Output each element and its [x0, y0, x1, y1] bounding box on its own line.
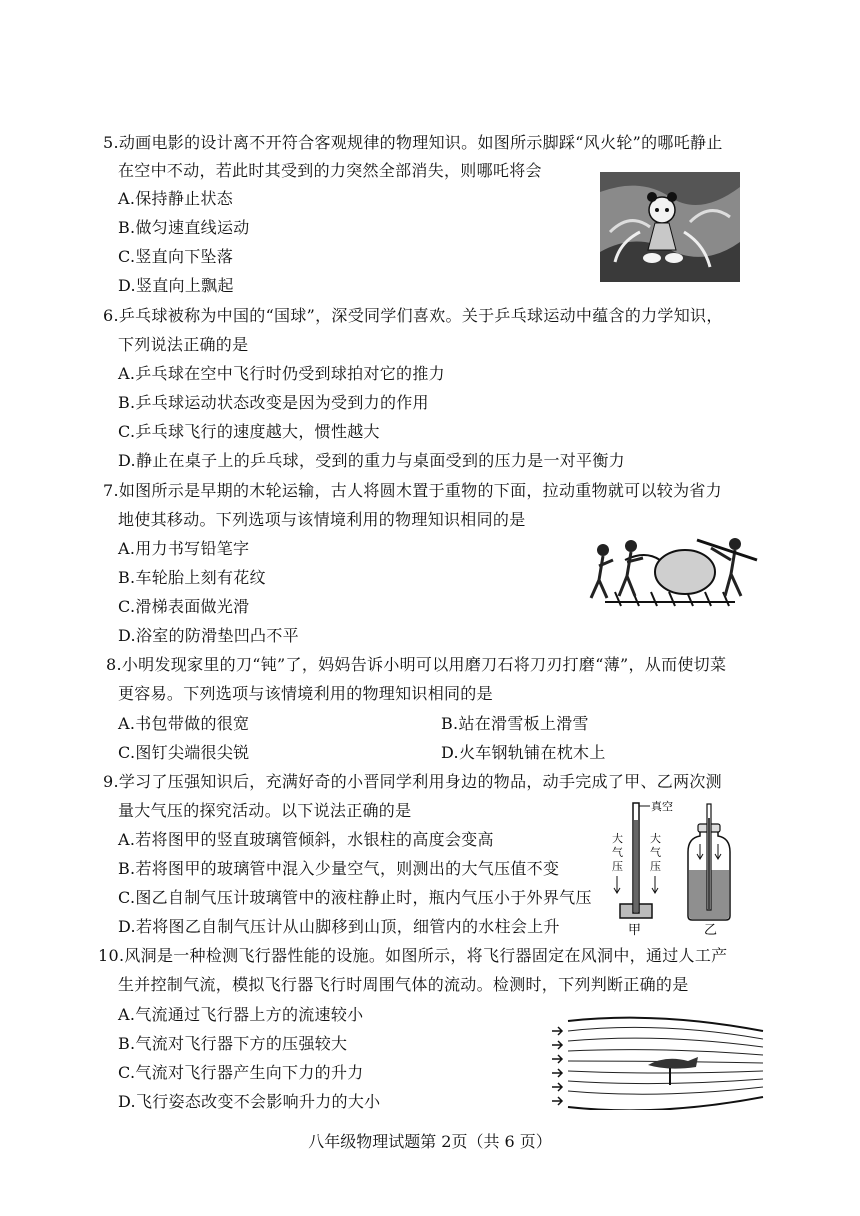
q10-stem-line1: 10.风洞是一种检测飞行器性能的设施。如图所示，将飞行器固定在风洞中，通过人工产	[98, 946, 728, 965]
q9-option-c: C.图乙自制气压计玻璃管中的液柱静止时，瓶内气压小于外界气压	[118, 888, 592, 907]
page-footer: 八年级物理试题第 2页（共 6 页）	[308, 1132, 552, 1151]
atmospheric-pressure-figure	[600, 798, 750, 936]
q7-option-b: B.车轮胎上刻有花纹	[118, 568, 266, 587]
wind-tunnel-figure	[548, 1015, 766, 1110]
pressure-char-left-2: 气	[612, 846, 623, 859]
label-jia: 甲	[628, 923, 642, 936]
q5-option-d: D.竖直向上飘起	[118, 276, 234, 295]
q6-option-d: D.静止在桌子上的乒乓球，受到的重力与桌面受到的压力是一对平衡力	[118, 451, 625, 470]
nezha-figure	[600, 172, 740, 282]
q10-option-d: D.飞行姿态改变不会影响升力的大小	[118, 1092, 381, 1111]
q5-stem-line1: 5.动画电影的设计离不开符合客观规律的物理知识。如图所示脚踩“风火轮”的哪吒静止	[103, 133, 723, 152]
q8-option-b: B.站在滑雪板上滑雪	[441, 714, 589, 733]
q7-option-a: A.用力书写铅笔字	[118, 539, 250, 558]
pressure-char-left-3: 压	[612, 860, 623, 873]
q7-option-d: D.浴室的防滑垫凹凸不平	[118, 626, 299, 645]
q6-stem-line1: 6.乒乓球被称为中国的“国球”，深受同学们喜欢。关于乒乓球运动中蕴含的力学知识，	[103, 306, 723, 325]
q8-stem-line2: 更容易。下列选项与该情境利用的物理知识相同的是	[118, 684, 493, 703]
q6-option-b: B.乒乓球运动状态改变是因为受到力的作用	[118, 393, 429, 412]
q7-stem-line2: 地使其移动。下列选项与该情境利用的物理知识相同的是	[118, 510, 526, 529]
q5-stem-line2: 在空中不动，若此时其受到的力突然全部消失，则哪吒将会	[118, 161, 542, 180]
q8-option-a: A.书包带做的很宽	[118, 714, 250, 733]
vacuum-label: 真空	[651, 800, 673, 813]
q9-stem-line2: 量大气压的探究活动。以下说法正确的是	[118, 801, 412, 820]
q7-option-c: C.滑梯表面做光滑	[118, 597, 250, 616]
q9-option-b: B.若将图甲的玻璃管中混入少量空气，则测出的大气压值不变	[118, 859, 560, 878]
q10-option-b: B.气流对飞行器下方的压强较大	[118, 1034, 348, 1053]
q9-option-d: D.若将图乙自制气压计从山脚移到山顶，细管内的水柱会上升	[118, 917, 560, 936]
q8-option-c: C.图钉尖端很尖锐	[118, 743, 250, 762]
wooden-roller-transport-figure	[585, 530, 765, 610]
pressure-char-right-3: 压	[650, 860, 661, 873]
q8-option-d: D.火车钢轨铺在枕木上	[441, 743, 606, 762]
q6-option-c: C.乒乓球飞行的速度越大，惯性越大	[118, 422, 380, 441]
q9-stem-line1: 9.学习了压强知识后，充满好奇的小晋同学利用身边的物品，动手完成了甲、乙两次测	[103, 772, 722, 791]
q8-stem-line1: 8.小明发现家里的刀“钝”了，妈妈告诉小明可以用磨刀石将刀刃打磨“薄”，从而使切菜	[106, 655, 727, 674]
pressure-char-left-1: 大	[612, 832, 623, 845]
q7-stem-line1: 7.如图所示是早期的木轮运输，古人将圆木置于重物的下面，拉动重物就可以较为省力	[103, 481, 722, 500]
q9-option-a: A.若将图甲的竖直玻璃管倾斜，水银柱的高度会变高	[118, 830, 494, 849]
q5-option-c: C.竖直向下坠落	[118, 247, 234, 266]
q10-option-a: A.气流通过飞行器上方的流速较小	[118, 1005, 364, 1024]
label-yi: 乙	[704, 923, 718, 936]
q5-option-a: A.保持静止状态	[118, 189, 234, 208]
q5-option-b: B.做匀速直线运动	[118, 218, 250, 237]
q10-stem-line2: 生并控制气流，模拟飞行器飞行时周围气体的流动。检测时，下列判断正确的是	[118, 975, 689, 994]
q6-option-a: A.乒乓球在空中飞行时仍受到球拍对它的推力	[118, 364, 445, 383]
pressure-char-right-2: 气	[650, 846, 661, 859]
q6-stem-line2: 下列说法正确的是	[118, 335, 249, 354]
pressure-char-right-1: 大	[650, 832, 661, 845]
q10-option-c: C.气流对飞行器产生向下力的升力	[118, 1063, 364, 1082]
